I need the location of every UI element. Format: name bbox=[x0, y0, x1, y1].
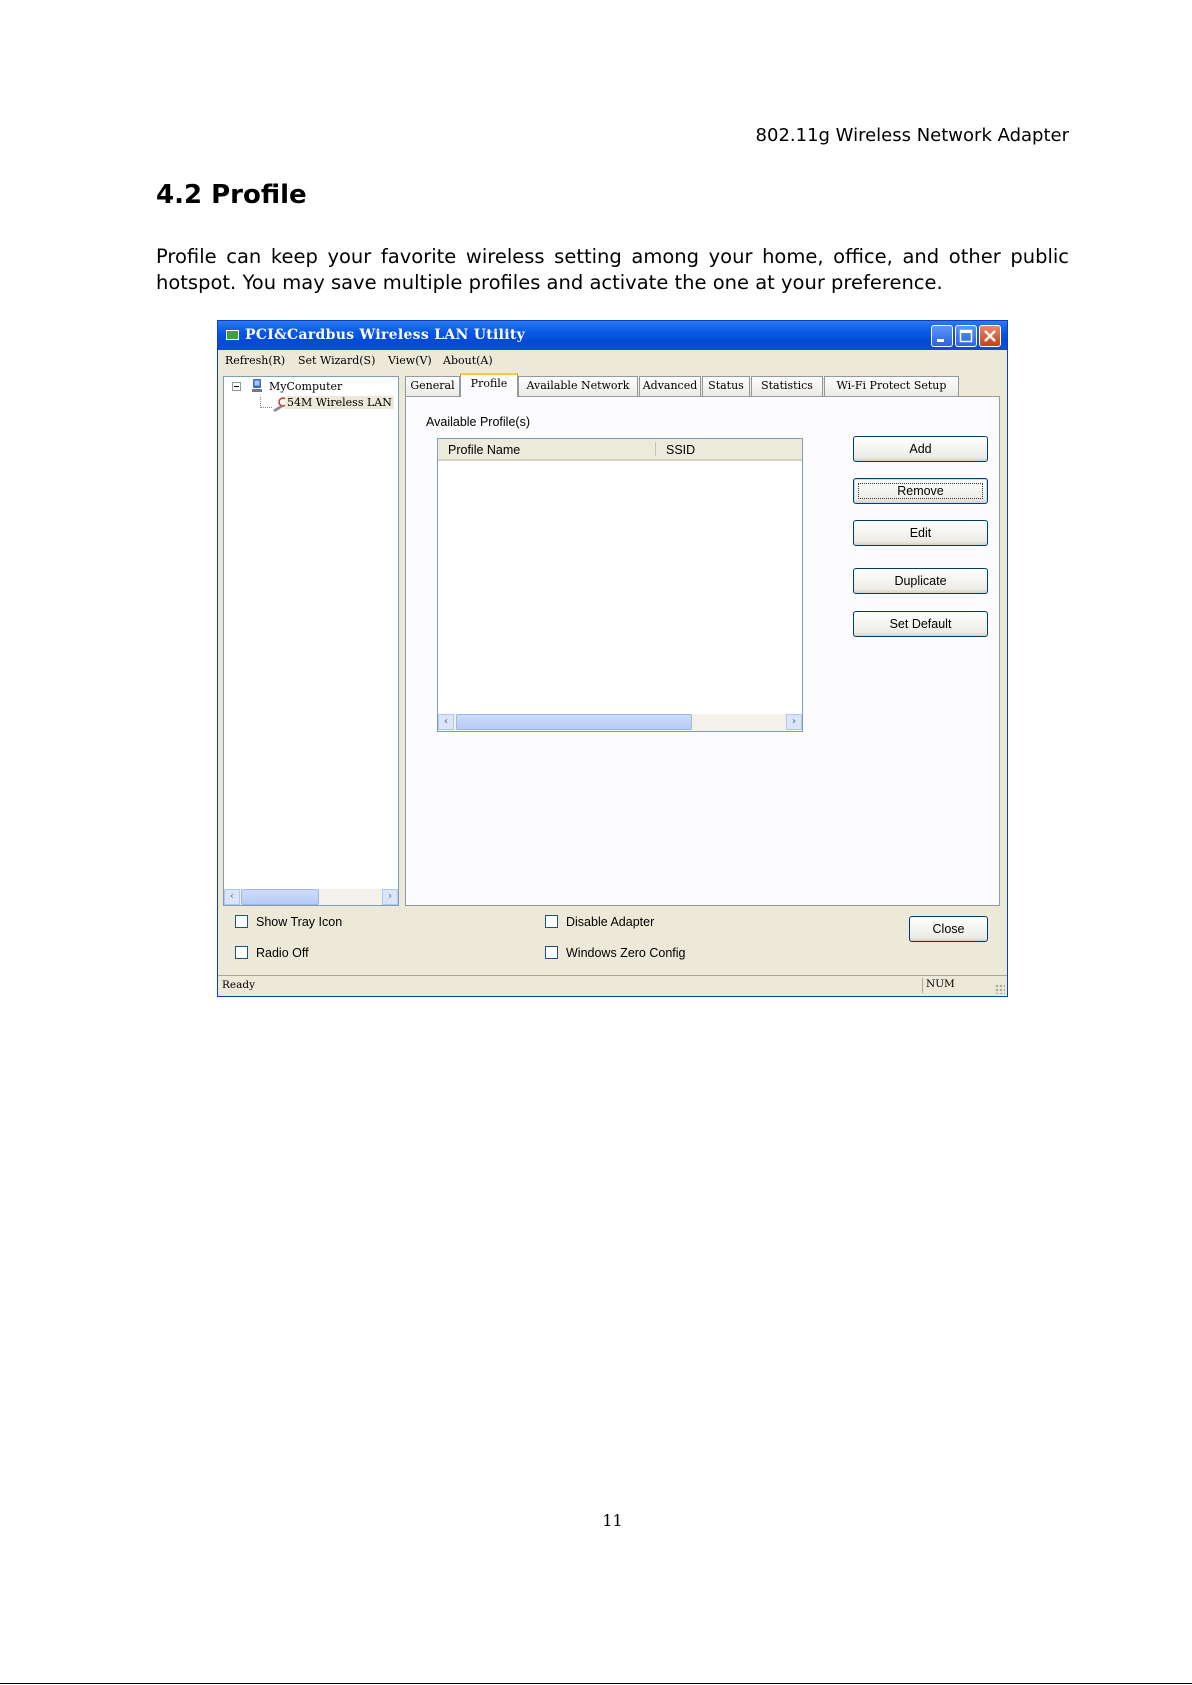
scroll-thumb[interactable] bbox=[241, 889, 319, 905]
intro-paragraph: Profile can keep your favorite wireless setting among your home, office, and other public hotspot. You may save multiple profiles and activate the one at your preference. bbox=[156, 245, 1069, 294]
minimize-button[interactable] bbox=[931, 325, 953, 347]
tab-panel bbox=[403, 373, 1000, 908]
scroll-right-icon[interactable]: › bbox=[786, 714, 802, 730]
duplicate-button[interactable]: Duplicate bbox=[853, 568, 988, 594]
menu-bar bbox=[218, 350, 1007, 371]
radio-off-checkbox[interactable] bbox=[235, 946, 309, 960]
radio-off-label: Radio Off bbox=[256, 946, 309, 960]
status-text: Ready bbox=[222, 979, 256, 991]
window-close-button[interactable] bbox=[979, 325, 1001, 347]
show-tray-icon-label: Show Tray Icon bbox=[256, 915, 343, 929]
window-title: PCI&Cardbus Wireless LAN Utility bbox=[245, 327, 526, 343]
menu-about[interactable]: About(A) bbox=[443, 354, 493, 367]
tab-available-network[interactable]: Available Network bbox=[518, 376, 638, 396]
checkbox-box[interactable] bbox=[545, 915, 558, 928]
maximize-icon bbox=[956, 326, 976, 346]
utility-window bbox=[217, 320, 1008, 997]
checkbox-box[interactable] bbox=[235, 946, 248, 959]
menu-set-wizard[interactable]: Set Wizard(S) bbox=[298, 354, 376, 367]
section-title: 4.2 Profile bbox=[156, 180, 307, 210]
scroll-left-icon[interactable]: ‹ bbox=[224, 889, 240, 905]
tab-general[interactable]: General bbox=[405, 376, 460, 396]
maximize-button[interactable] bbox=[955, 325, 977, 347]
column-ssid[interactable]: SSID bbox=[666, 443, 696, 457]
column-profile-name[interactable]: Profile Name bbox=[448, 443, 521, 457]
resize-grip-icon[interactable] bbox=[995, 984, 1005, 994]
remove-label: Remove bbox=[856, 481, 985, 501]
num-lock-indicator: NUM bbox=[922, 978, 980, 993]
tab-status[interactable]: Status bbox=[702, 376, 750, 396]
computer-icon bbox=[250, 379, 264, 393]
disable-adapter-checkbox[interactable] bbox=[545, 915, 654, 929]
tree-connector bbox=[260, 407, 272, 408]
add-button[interactable]: Add bbox=[853, 436, 988, 462]
scroll-right-icon[interactable]: › bbox=[382, 889, 398, 905]
tab-wifi-protect-setup[interactable]: Wi-Fi Protect Setup bbox=[824, 376, 959, 396]
list-header bbox=[438, 439, 802, 461]
windows-zero-config-label: Windows Zero Config bbox=[566, 946, 686, 960]
profile-list[interactable] bbox=[437, 438, 803, 732]
tree-scrollbar[interactable] bbox=[224, 889, 398, 905]
checkbox-box[interactable] bbox=[545, 946, 558, 959]
profile-tab-page bbox=[405, 396, 1000, 906]
tab-advanced[interactable]: Advanced bbox=[639, 376, 701, 396]
tree-node-mycomputer[interactable]: MyComputer bbox=[269, 380, 343, 393]
page-number: 11 bbox=[602, 1511, 623, 1530]
close-button[interactable]: Close bbox=[909, 916, 988, 942]
doc-header: 802.11g Wireless Network Adapter bbox=[755, 125, 1069, 146]
minimize-icon bbox=[932, 326, 952, 346]
column-divider[interactable] bbox=[655, 442, 656, 456]
page-bottom-rule bbox=[0, 1683, 1192, 1684]
checkbox-box[interactable] bbox=[235, 915, 248, 928]
menu-refresh[interactable]: Refresh(R) bbox=[225, 354, 286, 367]
remove-button[interactable] bbox=[853, 478, 988, 504]
tab-profile[interactable]: Profile bbox=[460, 373, 518, 397]
device-tree bbox=[223, 376, 399, 906]
scroll-left-icon[interactable]: ‹ bbox=[438, 714, 454, 730]
collapse-toggle[interactable] bbox=[232, 382, 241, 391]
list-scrollbar[interactable] bbox=[438, 714, 802, 731]
close-icon bbox=[980, 326, 1000, 346]
title-bar[interactable] bbox=[218, 321, 1007, 350]
disable-adapter-label: Disable Adapter bbox=[566, 915, 655, 929]
status-bar bbox=[218, 975, 1007, 996]
show-tray-icon-checkbox[interactable] bbox=[235, 915, 342, 929]
set-default-button[interactable]: Set Default bbox=[853, 611, 988, 637]
windows-zero-config-checkbox[interactable] bbox=[545, 946, 686, 960]
app-icon bbox=[226, 330, 239, 340]
tree-node-wireless-lan[interactable]: 54M Wireless LAN bbox=[287, 396, 392, 409]
tab-statistics[interactable]: Statistics bbox=[751, 376, 823, 396]
menu-view[interactable]: View(V) bbox=[388, 354, 432, 367]
scroll-thumb[interactable] bbox=[456, 714, 692, 730]
available-profiles-label: Available Profile(s) bbox=[426, 415, 530, 429]
edit-button[interactable]: Edit bbox=[853, 520, 988, 546]
